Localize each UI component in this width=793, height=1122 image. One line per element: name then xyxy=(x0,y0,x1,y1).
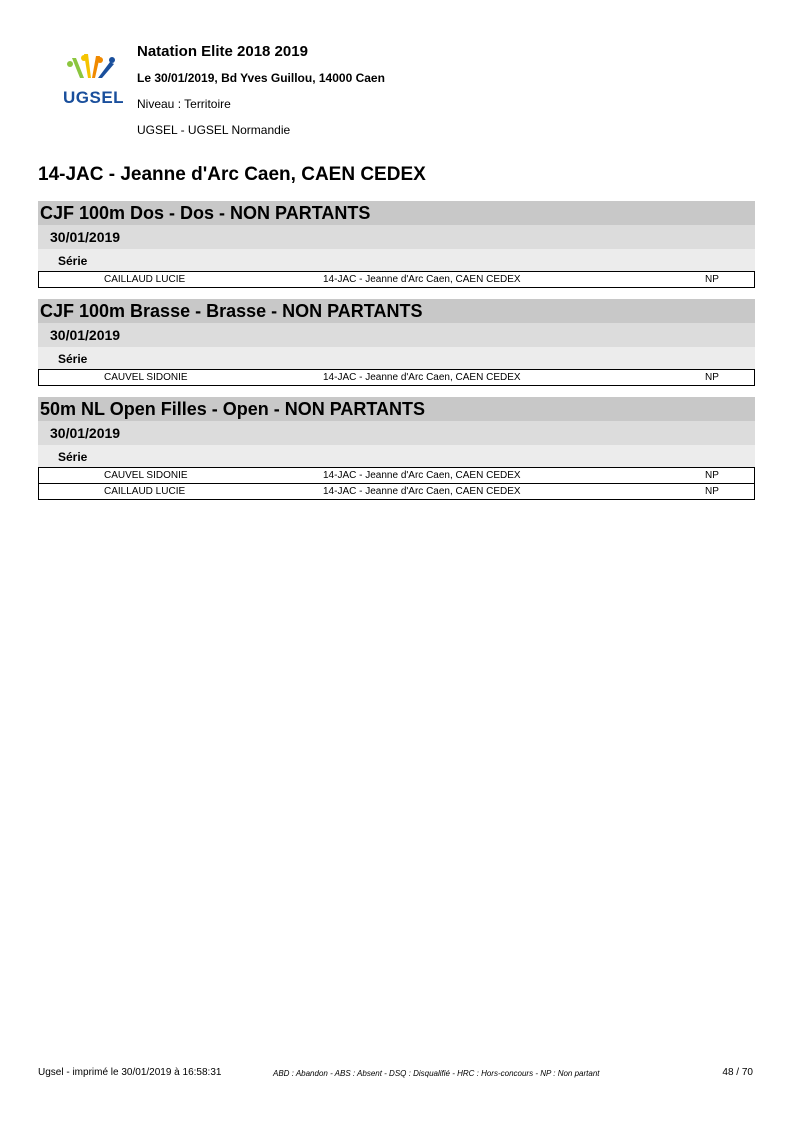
competition-level: Niveau : Territoire xyxy=(137,97,231,111)
event-section xyxy=(38,299,755,386)
competition-title: Natation Elite 2018 2019 xyxy=(137,43,308,60)
footer-page-number: 48 / 70 xyxy=(722,1067,753,1078)
event-section xyxy=(38,201,755,288)
swimmer-result: NP xyxy=(705,372,719,383)
logo-text: UGSEL xyxy=(63,88,125,107)
event-serie-label: Série xyxy=(38,445,755,467)
swimmer-name: CAUVEL SIDONIE xyxy=(104,470,188,481)
swimmer-club: 14-JAC - Jeanne d'Arc Caen, CAEN CEDEX xyxy=(323,372,521,383)
event-serie-label: Série xyxy=(38,249,755,271)
table-row xyxy=(39,272,754,287)
swimmer-result: NP xyxy=(705,486,719,497)
club-title: 14-JAC - Jeanne d'Arc Caen, CAEN CEDEX xyxy=(38,164,426,185)
competition-location: Le 30/01/2019, Bd Yves Guillou, 14000 Caen xyxy=(137,71,385,85)
swimmer-club: 14-JAC - Jeanne d'Arc Caen, CAEN CEDEX xyxy=(323,274,521,285)
footer-printed-date: Ugsel - imprimé le 30/01/2019 à 16:58:31 xyxy=(38,1067,222,1078)
footer-legend: ABD : Abandon - ABS : Absent - DSQ : Disqualifié - HRC : Hors-concours - NP : Non partant xyxy=(273,1069,600,1078)
swimmer-result: NP xyxy=(705,274,719,285)
event-serie-label: Série xyxy=(38,347,755,369)
swimmer-club: 14-JAC - Jeanne d'Arc Caen, CAEN CEDEX xyxy=(323,486,521,497)
event-section xyxy=(38,397,755,500)
event-title: 50m NL Open Filles - Open - NON PARTANTS xyxy=(38,397,755,421)
competition-organization: UGSEL - UGSEL Normandie xyxy=(137,123,291,137)
event-date: 30/01/2019 xyxy=(38,225,755,249)
event-date: 30/01/2019 xyxy=(38,421,755,445)
table-row xyxy=(39,484,754,499)
swimmer-name: CAUVEL SIDONIE xyxy=(104,372,188,383)
event-date: 30/01/2019 xyxy=(38,323,755,347)
results-table xyxy=(38,369,755,386)
event-title: CJF 100m Dos - Dos - NON PARTANTS xyxy=(38,201,755,225)
swimmer-name: CAILLAUD LUCIE xyxy=(104,486,186,497)
results-table xyxy=(38,271,755,288)
table-row xyxy=(39,370,754,385)
table-row xyxy=(39,468,754,484)
swimmer-result: NP xyxy=(705,470,719,481)
results-table xyxy=(38,467,755,500)
event-title: CJF 100m Brasse - Brasse - NON PARTANTS xyxy=(38,299,755,323)
swimmer-name: CAILLAUD LUCIE xyxy=(104,274,186,285)
swimmer-club: 14-JAC - Jeanne d'Arc Caen, CAEN CEDEX xyxy=(323,470,521,481)
